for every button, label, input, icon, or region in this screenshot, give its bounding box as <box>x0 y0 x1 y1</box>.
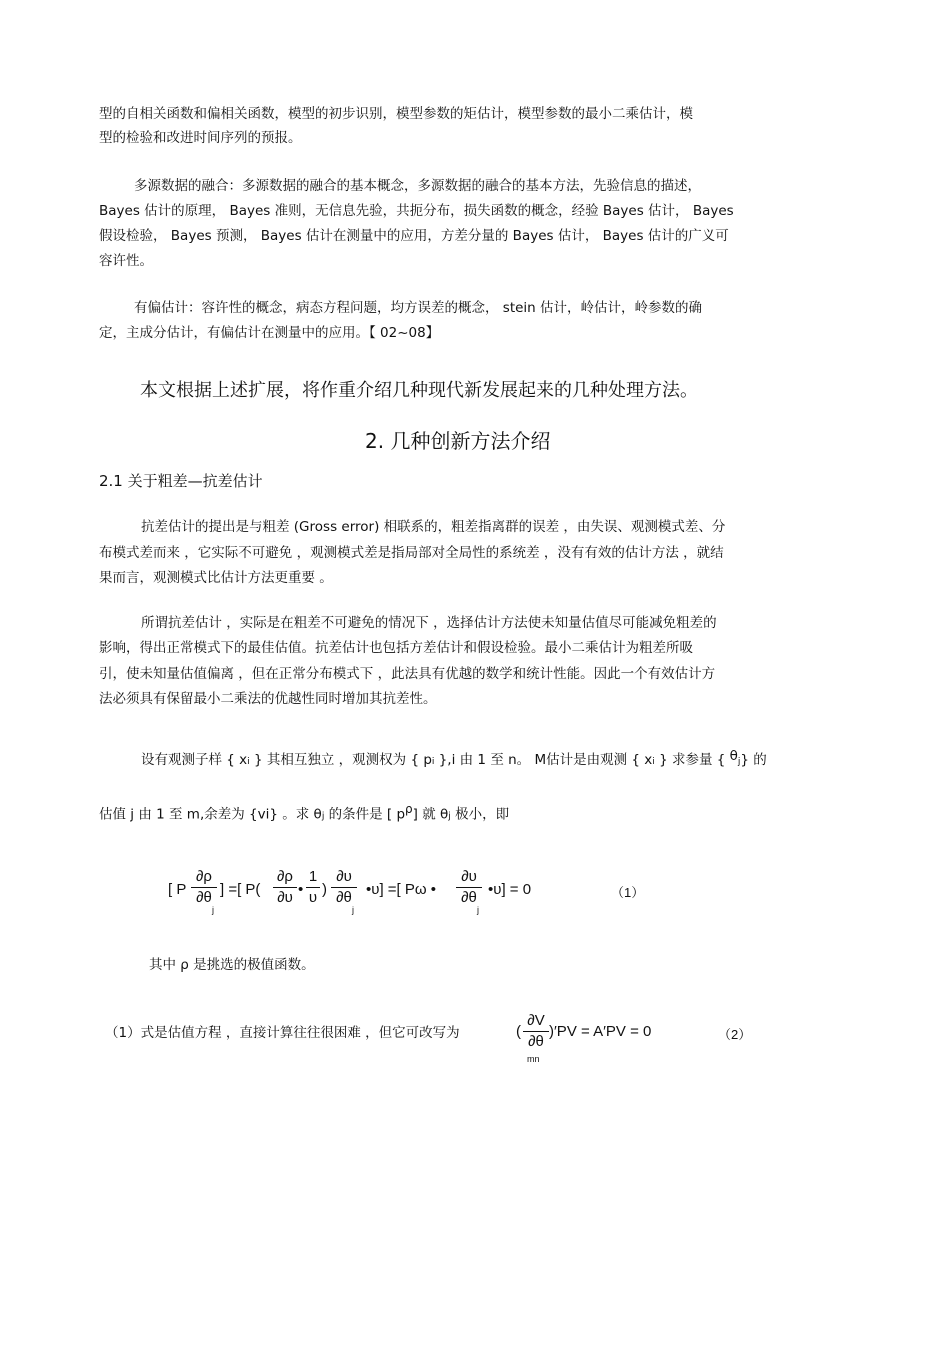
text-segment: } 的 <box>740 752 767 768</box>
text-line: 所谓抗差估计 ，实际是在粗差不可避免的情况下 ，选择估计方法使未知量估值尽可能减免粗差的 <box>141 615 717 631</box>
text-line: 定，主成分估计，有偏估计在测量中的应用。【 02~08】 <box>99 325 440 341</box>
denominator: υ <box>308 889 318 906</box>
eq-text: ) <box>322 881 327 898</box>
text-line: 引，使未知量估值偏离 ，但在正常分布模式下 ，此法具有优越的数学和统计性能。因此一个有效估计方 <box>99 666 716 682</box>
subscript: j <box>737 757 741 767</box>
subscript: j <box>477 905 479 915</box>
numerator: ∂ρ <box>196 868 212 885</box>
text-line: 抗差估计的提出是与粗差 (Gross error) 相联系的，粗差指离群的误差 ，由失误、观测模式差、分 <box>141 519 726 535</box>
summary-line: 本文根据上述扩展，将作重介绍几种现代新发展起来的几种处理方法。 <box>140 380 698 401</box>
fraction-dv-dtheta <box>523 1012 549 1051</box>
text-line: （1）式是估值方程 ，直接计算往往很困难 ，但它可改写为 <box>105 1025 460 1041</box>
theta-symbol: θ <box>729 748 738 764</box>
text-line: Bayes 估计的原理， Bayes 准则，无信息先验，共扼分布，损失函数的概念，经验 Bayes 估计， Bayes <box>99 203 734 219</box>
subscript: i <box>431 757 435 767</box>
text-segment: 设有观测子样 { x <box>141 752 248 768</box>
observation-sample-line <box>141 748 767 771</box>
equation-number: （1） <box>611 885 645 900</box>
subscript: i <box>652 757 655 767</box>
text-line: 影响，得出正常模式下的最佳估值。抗差估计也包括方差估计和假设检验。最小二乘估计为粗差所吸 <box>99 640 693 656</box>
theta-symbol: θ <box>440 806 449 823</box>
section-heading: 2. 几种创新方法介绍 <box>365 429 551 453</box>
subsection-heading: 2.1 关于粗差—抗差估计 <box>99 472 263 490</box>
fraction-drho-dups <box>273 868 297 907</box>
numerator: ∂V <box>527 1012 545 1029</box>
denominator: ∂θ <box>528 1033 544 1050</box>
eq-text: •υ] = 0 <box>488 881 532 898</box>
numerator: ∂υ <box>336 868 352 885</box>
text-segment: },i 由 1 至 n。 M估计是由观测 { x <box>438 752 653 768</box>
text-segment: } 求参量 { <box>659 752 726 768</box>
fraction-one-ups <box>306 868 320 907</box>
text-line: 布模式差而来 ，它实际不可避免 ，观测模式差是指局部对全局性的系统差 ，没有有效的估计方法 ，就结 <box>99 545 724 561</box>
text-line: 假设检验， Bayes 预测， Bayes 估计在测量中的应用，方差分量的 Bayes 估计， Bayes 估计的广义可 <box>99 228 729 244</box>
eq-text: [ P <box>168 881 187 898</box>
subscript: j <box>448 811 451 822</box>
text-segment: 的条件是 [ p <box>328 806 406 823</box>
bullet-operator: • <box>298 881 304 898</box>
fraction-dups-dtheta <box>331 868 357 907</box>
text-segment: ] 就 <box>412 806 436 823</box>
rho-superscript: ρ <box>405 802 413 816</box>
eq-text: ] =[ P( <box>220 881 261 898</box>
subscript: i <box>247 757 250 767</box>
text-line: 法必须具有保留最小二乘法的优越性同时增加其抗差性。 <box>99 691 437 707</box>
eq-text: ( <box>516 1023 521 1040</box>
text-segment: 估值 j 由 1 至 m,余差为 {vi} 。求 <box>99 806 310 823</box>
text-line: 型的自相关函数和偏相关函数，模型的初步识别，模型参数的矩估计，模型参数的最小二乘估计，模 <box>99 106 693 122</box>
text-line: 多源数据的融合：多源数据的融合的基本概念，多源数据的融合的基本方法，先验信息的描述， <box>134 178 701 194</box>
subscript: j <box>352 905 354 915</box>
denominator: ∂θ <box>336 889 352 906</box>
text-line: 其中 ρ 是挑选的极值函数。 <box>149 957 315 973</box>
denominator: ∂θ <box>461 889 477 906</box>
subscript: j <box>212 905 214 915</box>
denominator: ∂υ <box>277 889 293 906</box>
numerator: ∂υ <box>461 868 477 885</box>
denominator: ∂θ <box>196 889 212 906</box>
fraction-drho-dtheta <box>191 868 217 907</box>
text-line: 容许性。 <box>99 253 153 269</box>
numerator: 1 <box>308 868 318 885</box>
eq-text: )′PV = A′PV = 0 <box>549 1023 652 1040</box>
subscript: mn <box>527 1054 540 1064</box>
text-line: 型的检验和改进时间序列的预报。 <box>99 130 302 146</box>
subscript: j <box>321 811 325 822</box>
eq-text: •υ] =[ Pω • <box>366 881 437 898</box>
text-segment: } 其相互独立 ，观测权为 { p <box>253 752 432 768</box>
theta-symbol: θ <box>313 806 322 823</box>
estimate-line <box>99 800 509 826</box>
text-line: 果而言，观测模式比估计方法更重要 。 <box>99 570 333 586</box>
text-line: 有偏估计：容许性的概念，病态方程问题，均方误差的概念， stein 估计，岭估计，岭参数的确 <box>134 300 703 316</box>
numerator: ∂ρ <box>277 868 293 885</box>
fraction-dups-dtheta <box>456 868 482 907</box>
text-segment: 极小，即 <box>455 806 510 823</box>
equation-number: （2） <box>718 1027 752 1042</box>
